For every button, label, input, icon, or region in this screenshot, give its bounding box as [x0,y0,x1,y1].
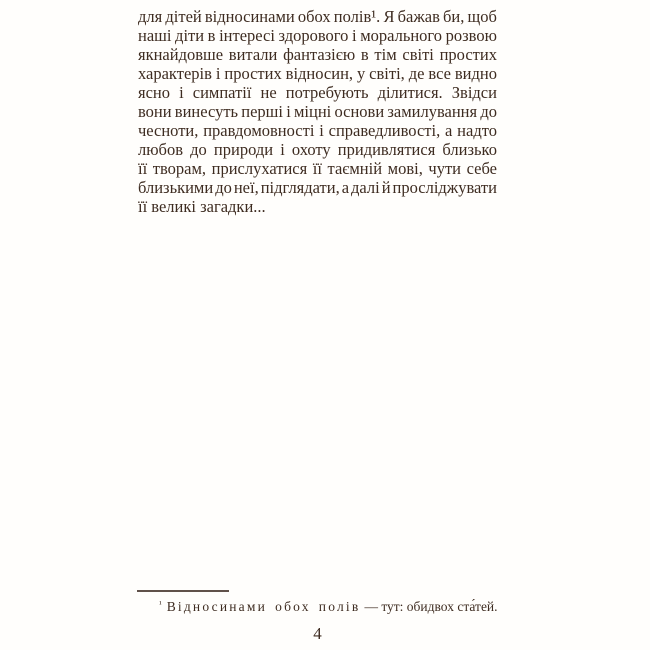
body-line: вони винесуть перші і міцні основи замилування до [138,102,497,121]
footnote-text: — тут: обидвох ста́тей. [364,599,498,614]
body-line: любов до природи і охоту придивлятися близько [138,140,497,159]
body-line: наші діти в інтересі здорового і морального розвою [138,26,497,45]
footnote [137,596,497,615]
footnote-rule [137,590,229,592]
body-line: чесноти, правдомовності і справедливості, а надто [138,121,497,140]
footnote-block [137,590,497,615]
footnote-marker: ¹ [159,599,162,609]
page-number: 4 [313,624,322,643]
body-line: близькими до неї, підглядати, а далі й просліджувати [138,178,497,197]
body-text-column [138,7,497,216]
body-line: для дітей відносинами обох полів¹. Я бажав би, щоб [138,7,497,26]
body-line-last: її великі загадки... [138,197,266,216]
body-line: якнайдовше витали фантазією в тім світі простих [138,45,497,64]
body-line: характерів і простих відносин, у світі, де все видно [138,64,497,83]
body-line: ясно і симпатії не потребують ділитися. Звідси [138,83,497,102]
footnote-term: Відносинами обох полів [166,599,361,614]
body-line: її творам, прислухатися її таємній мові, чути себе [138,159,497,178]
